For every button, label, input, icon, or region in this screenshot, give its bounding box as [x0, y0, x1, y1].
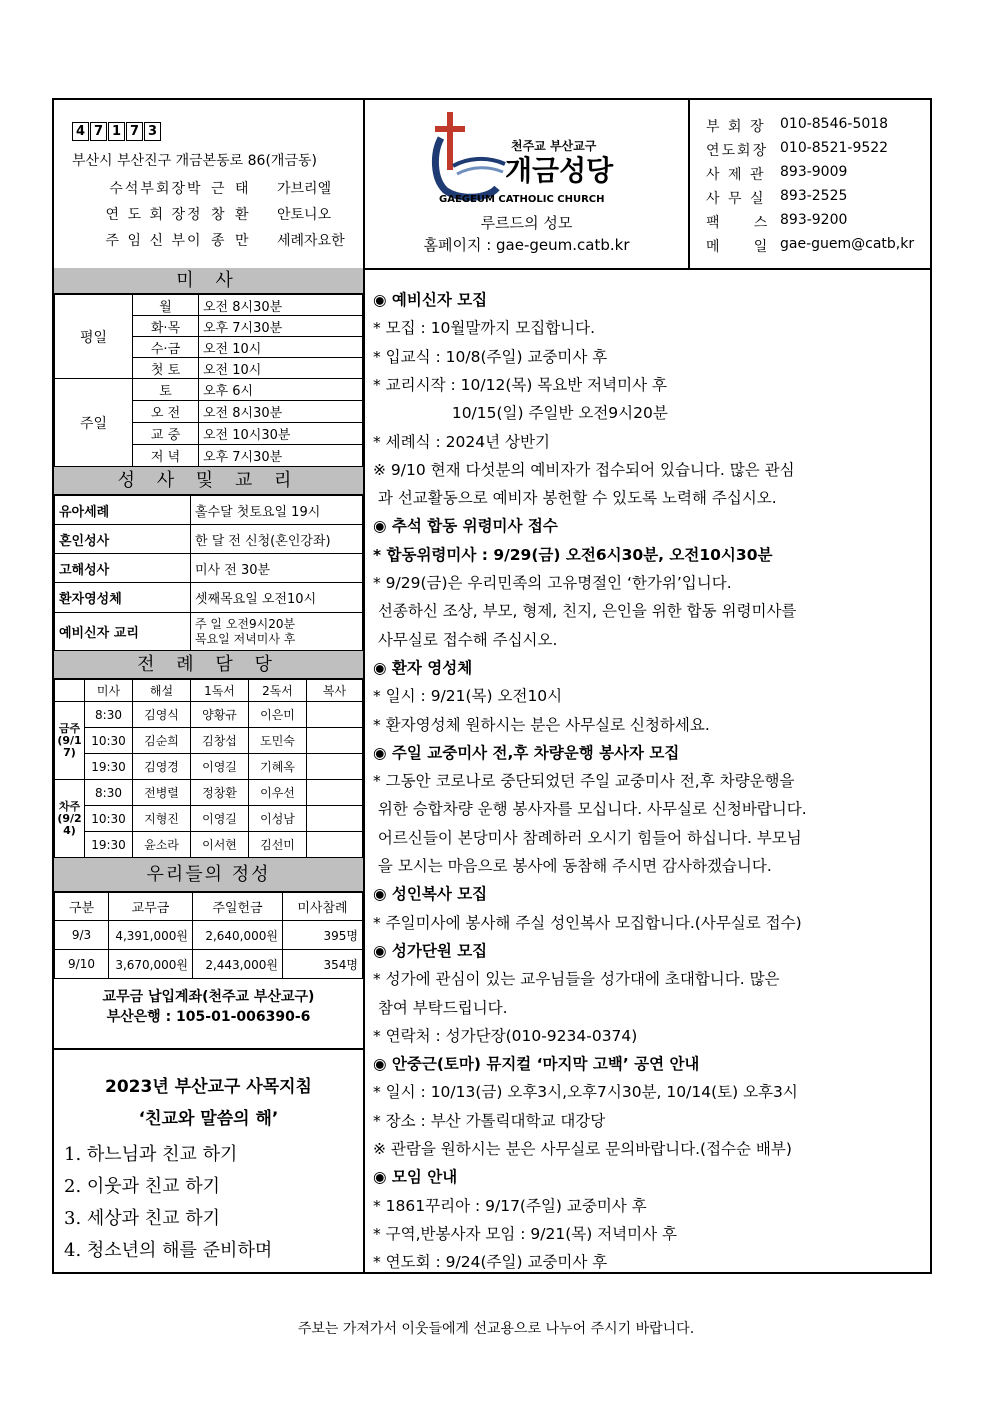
- liturgy-cell: [307, 832, 363, 858]
- account-line: 부산은행 : 105-01-006390-6: [106, 1009, 311, 1025]
- homepage-link[interactable]: 홈페이지 : gae-geum.catb.kr: [423, 236, 630, 254]
- liturgy-cell: 도민숙: [249, 728, 307, 754]
- offering-cell: 9/10: [55, 950, 109, 979]
- pastoral-item: 3. 세상과 친교 하기: [64, 1208, 221, 1229]
- sacrament-name: 예비신자 교리: [55, 613, 191, 651]
- mass-time: 오전 10시: [199, 337, 363, 358]
- notice-line: * 입교식 : 10/8(주일) 교중미사 후: [373, 347, 608, 366]
- address: 부산시 부산진구 개금본동로 86(개금동): [72, 153, 317, 169]
- pastoral-guideline: [54, 1048, 363, 1274]
- notice-line: 과 선교활동으로 예비자 봉헌할 수 있도록 노력해 주십시오.: [373, 489, 777, 508]
- liturgy-cell: 10:30: [85, 728, 133, 754]
- offering-header: 주일헌금: [193, 893, 283, 921]
- notice-line: * 주일미사에 봉사해 주실 성인복사 모집합니다.(사무실로 접수): [373, 913, 802, 932]
- notice-heading: ◉ 성가단원 모집: [373, 941, 488, 960]
- parish-name: 개금성당: [505, 154, 614, 187]
- officer-row: [72, 178, 331, 198]
- sacrament-value: 셋째목요일 오전10시: [191, 583, 363, 613]
- notice-line: * 성가에 관심이 있는 교우님들을 성가대에 초대합니다. 많은: [373, 970, 780, 989]
- contact-row: [706, 164, 847, 184]
- liturgy-cell: 정창환: [191, 780, 249, 806]
- notice-line: * 환자영성체 원하시는 분은 사무실로 신청하세요.: [373, 715, 710, 734]
- contact-row: [706, 188, 847, 208]
- liturgy-cell: 전병렬: [133, 780, 191, 806]
- liturgy-group-label: 금주(9/17): [55, 702, 85, 780]
- offering-cell: 3,670,000원: [109, 950, 193, 979]
- liturgy-cell: 김영식: [133, 702, 191, 728]
- liturgy-cell: [307, 702, 363, 728]
- zip-digit: 7: [126, 122, 143, 141]
- contact-value: 893-2525: [780, 188, 848, 204]
- contact-label: 메 일: [706, 239, 770, 255]
- liturgy-cell: 이은미: [249, 702, 307, 728]
- pastoral-title: 2023년 부산교구 사목지침: [105, 1077, 312, 1097]
- offering-cell: 4,391,000원: [109, 921, 193, 950]
- mass-time: 오전 8시30분: [199, 295, 363, 316]
- contact-row: [706, 116, 888, 136]
- contact-value: 010-8546-5018: [780, 116, 889, 132]
- notice-line: * 모집 : 10월말까지 모집합니다.: [373, 319, 596, 338]
- mass-day: 교 중: [133, 423, 199, 445]
- notice-line: * 구역,반봉사자 모임 : 9/21(목) 저녁미사 후: [373, 1224, 677, 1243]
- contact-row: [706, 140, 888, 160]
- sacraments-table: [54, 495, 363, 651]
- mass-time: 오전 10시: [199, 358, 363, 379]
- mass-time: 오전 10시30분: [199, 423, 363, 445]
- parish-motto: 루르드의 성모: [480, 214, 573, 232]
- mass-day: 토: [133, 379, 199, 401]
- liturgy-header: 1독서: [191, 680, 249, 702]
- notice-heading: * 합동위령미사 : 9/29(금) 오전6시30분, 오전10시30분: [373, 545, 773, 564]
- pastoral-item: 4. 청소년의 해를 준비하며: [64, 1240, 273, 1261]
- liturgy-cell: 양황규: [191, 702, 249, 728]
- notice-line: * 그동안 코로나로 중단되었던 주일 교중미사 전,후 차량운행을: [373, 772, 795, 791]
- contact-label: 팩 스: [706, 215, 770, 231]
- offering-cell: 2,640,000원: [193, 921, 283, 950]
- zip-digit: 3: [144, 122, 161, 141]
- account-line: 교무금 납입계좌(천주교 부산교구): [102, 989, 315, 1005]
- contact-value[interactable]: gae-guem@catb,kr: [780, 236, 915, 252]
- liturgy-cell: 이영길: [191, 806, 249, 832]
- contact-label: 부 회 장: [706, 119, 766, 135]
- mass-day: 첫 토: [133, 358, 199, 379]
- offering-table: [54, 892, 363, 979]
- sacraments-title: 성 사 및 교 리: [54, 467, 363, 495]
- catechumen-line: 목요일 저녁미사 후: [195, 631, 296, 646]
- mass-table: [54, 294, 363, 467]
- offering-title: 우리들의 정성: [54, 858, 363, 892]
- liturgy-cell: 김영경: [133, 754, 191, 780]
- notice-line: * 교리시작 : 10/12(목) 목요반 저녁미사 후: [373, 375, 667, 394]
- liturgy-title: 전 례 담 당: [54, 651, 363, 679]
- contact-label: 사 제 관: [706, 167, 766, 183]
- liturgy-cell: [307, 728, 363, 754]
- officer-name: 정 창 환: [187, 207, 252, 223]
- sunday-label: 주일: [55, 379, 133, 467]
- liturgy-cell: 김순희: [133, 728, 191, 754]
- notice-heading: ◉ 환자 영성체: [373, 658, 473, 677]
- contact-value: 893-9200: [780, 212, 848, 228]
- notice-heading: ◉ 예비신자 모집: [373, 291, 488, 309]
- offering-cell: 2,443,000원: [193, 950, 283, 979]
- header-left: [54, 100, 365, 268]
- notice-line: 사무실로 접수해 주십시오.: [373, 630, 558, 649]
- contact-value: 010-8521-9522: [780, 140, 889, 156]
- notice-line: 을 모시는 마음으로 봉사에 동참해 주시면 감사하겠습니다.: [373, 857, 772, 875]
- zip-digit: 1: [108, 122, 125, 141]
- sacrament-value: 홀수달 첫토요일 19시: [191, 496, 363, 525]
- sacrament-name: 고해성사: [55, 554, 191, 583]
- officer-baptismal: 가브리엘: [277, 181, 332, 197]
- mass-time: 오후 6시: [199, 379, 363, 401]
- officer-baptismal: 세례자요한: [277, 233, 345, 249]
- mass-time: 오후 7시30분: [199, 316, 363, 337]
- weekday-label: 평일: [55, 295, 133, 379]
- notices-column: [365, 268, 930, 1272]
- header-contacts: [690, 100, 930, 268]
- notice-line: 선종하신 조상, 부모, 형제, 친지, 은인을 위한 합동 위령미사를: [373, 602, 797, 621]
- notice-line: * 1861꾸리아 : 9/17(주일) 교중미사 후: [373, 1196, 647, 1215]
- liturgy-cell: 지형진: [133, 806, 191, 832]
- account-info: [54, 987, 363, 1027]
- left-column: [54, 268, 365, 1272]
- officer-role: 수석부회장: [109, 181, 187, 197]
- liturgy-cell: 기혜옥: [249, 754, 307, 780]
- liturgy-table: [54, 679, 363, 858]
- contact-label: 연도회장: [706, 143, 769, 159]
- pastoral-item: 1. 하느님과 친교 하기: [64, 1144, 238, 1165]
- notice-line: 참여 부탁드립니다.: [373, 998, 508, 1017]
- mass-day: 화·목: [133, 316, 199, 337]
- notice-line: * 장소 : 부산 가톨릭대학교 대강당: [373, 1111, 606, 1130]
- diocese-name: 천주교 부산교구: [511, 139, 597, 153]
- notice-heading: ◉ 성인복사 모집: [373, 885, 488, 904]
- notice-line: * 세례식 : 2024년 상반기: [373, 432, 550, 451]
- liturgy-group-label: 차주(9/24): [55, 780, 85, 858]
- notice-line: ※ 관람을 원하시는 분은 사무실로 문의바랍니다.(접수순 배부): [373, 1140, 792, 1158]
- pastoral-subtitle: ‘친교와 말씀의 해’: [138, 1109, 279, 1129]
- mass-day: 오 전: [133, 401, 199, 423]
- liturgy-cell: [307, 754, 363, 780]
- liturgy-cell: 8:30: [85, 780, 133, 806]
- notice-line: 위한 승합차량 운행 봉사자를 모십니다. 사무실로 신청바랍니다.: [373, 800, 807, 819]
- mass-day: 저 녁: [133, 445, 199, 467]
- notice-line: * 일시 : 9/21(목) 오전10시: [373, 687, 563, 706]
- sacrament-value: [191, 613, 363, 651]
- church-logo-icon: [427, 108, 647, 208]
- notice-line: * 9/29(금)은 우리민족의 고유명절인 ‘한가위’입니다.: [373, 574, 732, 592]
- liturgy-cell: 8:30: [85, 702, 133, 728]
- notice-line: * 연도회 : 9/24(주일) 교중미사 후: [373, 1253, 608, 1272]
- liturgy-cell: 이영길: [191, 754, 249, 780]
- liturgy-cell: 이우선: [249, 780, 307, 806]
- offering-cell: 395명: [283, 921, 363, 950]
- header: [54, 100, 930, 270]
- notice-line: ※ 9/10 현재 다섯분의 예비자가 접수되어 있습니다. 많은 관심: [373, 460, 795, 479]
- notice-line: * 일시 : 10/13(금) 오후3시,오후7시30분, 10/14(토) 오후3시: [373, 1083, 798, 1102]
- mass-title: 미 사: [54, 268, 363, 294]
- liturgy-cell: [307, 780, 363, 806]
- parish-name-en: GAEGEUM CATHOLIC CHURCH: [439, 194, 605, 205]
- officer-row: [72, 230, 345, 250]
- zip-code: [72, 122, 161, 141]
- zip-digit: 7: [90, 122, 107, 141]
- liturgy-cell: 김창섭: [191, 728, 249, 754]
- notice-line: 어르신들이 본당미사 참례하러 오시기 힘들어 하십니다. 부모님: [373, 828, 802, 847]
- bulletin-frame: [52, 98, 932, 1274]
- officer-baptismal: 안토니오: [277, 207, 332, 223]
- liturgy-cell: [307, 806, 363, 832]
- notice-line: 10/15(일) 주일반 오전9시20분: [373, 404, 668, 423]
- mass-time: 오전 8시30분: [199, 401, 363, 423]
- contact-label: 사 무 실: [706, 191, 766, 207]
- liturgy-header: 해설: [133, 680, 191, 702]
- contact-row: [706, 212, 847, 232]
- liturgy-cell: 19:30: [85, 832, 133, 858]
- contact-value: 893-9009: [780, 164, 848, 180]
- sacrament-name: 혼인성사: [55, 525, 191, 554]
- liturgy-header: 미사: [85, 680, 133, 702]
- catechumen-line: 주 일 오전9시20분: [195, 616, 296, 631]
- offering-header: 미사참례: [283, 893, 363, 921]
- header-center: [365, 100, 690, 268]
- liturgy-header: 2독서: [249, 680, 307, 702]
- officer-name: 박 근 태: [187, 181, 252, 197]
- pastoral-item: 2. 이웃과 친교 하기: [64, 1176, 221, 1197]
- liturgy-cell: 19:30: [85, 754, 133, 780]
- mass-day: 수·금: [133, 337, 199, 358]
- sacrament-value: 한 달 전 신청(혼인강좌): [191, 525, 363, 554]
- zip-digit: 4: [72, 122, 89, 141]
- officer-row: [72, 204, 331, 224]
- mass-time: 오후 7시30분: [199, 445, 363, 467]
- contact-row: [706, 236, 914, 256]
- notice-heading: ◉ 안중근(토마) 뮤지컬 ‘마지막 고백’ 공연 안내: [373, 1055, 700, 1074]
- officer-name: 이 종 만: [187, 233, 252, 249]
- notice-line: * 연락처 : 성가단장(010-9234-0374): [373, 1026, 638, 1045]
- mass-day: 월: [133, 295, 199, 316]
- offering-cell: 354명: [283, 950, 363, 979]
- footer-note: 주보는 가져가서 이웃들에게 선교용으로 나누어 주시기 바랍니다.: [297, 1321, 695, 1337]
- officer-role: 연 도 회 장: [105, 207, 187, 223]
- offering-header: 구분: [55, 893, 109, 921]
- sacrament-value: 미사 전 30분: [191, 554, 363, 583]
- notice-heading: ◉ 주일 교중미사 전,후 차량운행 봉사자 모집: [373, 743, 680, 762]
- sacrament-name: 환자영성체: [55, 583, 191, 613]
- liturgy-cell: 윤소라: [133, 832, 191, 858]
- liturgy-cell: 이성남: [249, 806, 307, 832]
- sacrament-name: 유아세례: [55, 496, 191, 525]
- liturgy-cell: 김선미: [249, 832, 307, 858]
- offering-header: 교무금: [109, 893, 193, 921]
- liturgy-cell: 이서현: [191, 832, 249, 858]
- offering-cell: 9/3: [55, 921, 109, 950]
- liturgy-header: 복사: [307, 680, 363, 702]
- notice-heading: ◉ 추석 합동 위령미사 접수: [373, 517, 558, 536]
- notice-heading: ◉ 모임 안내: [373, 1168, 458, 1187]
- liturgy-cell: 10:30: [85, 806, 133, 832]
- officer-role: 주 임 신 부: [105, 233, 187, 249]
